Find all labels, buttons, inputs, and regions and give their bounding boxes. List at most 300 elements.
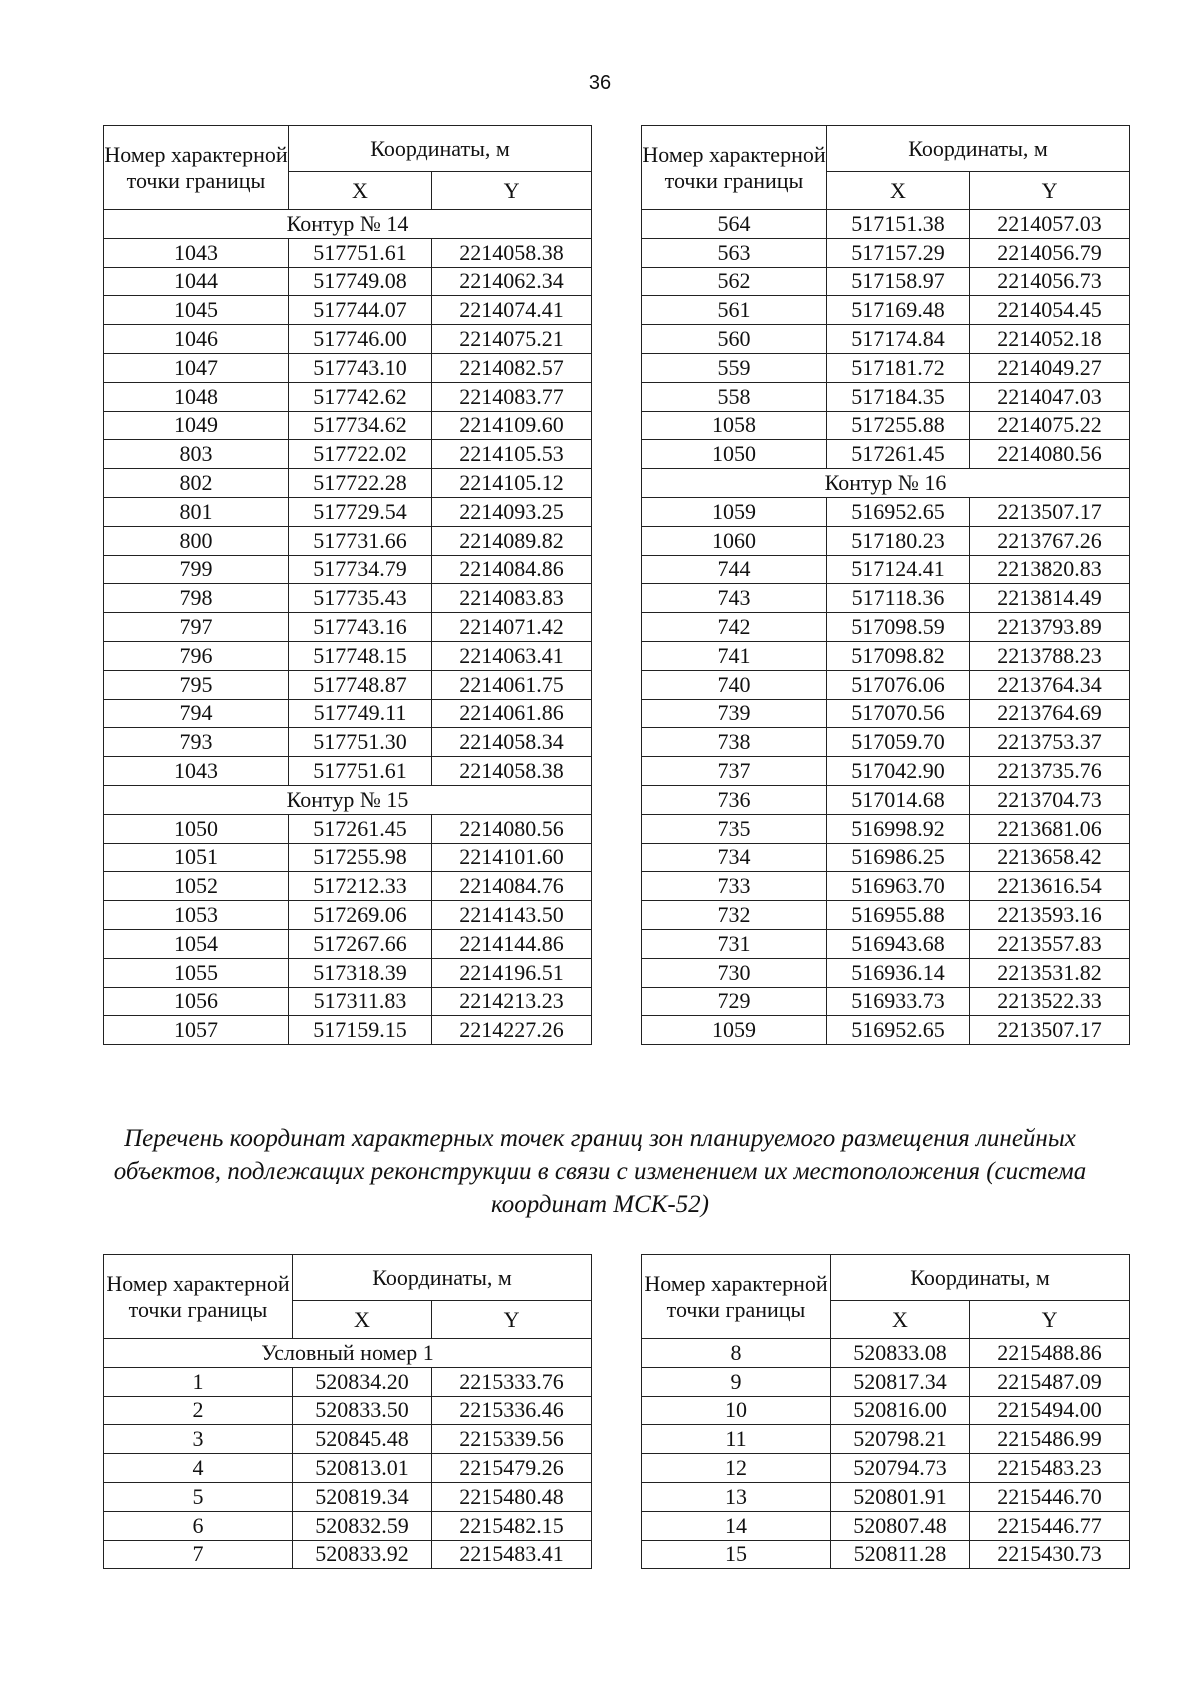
y-coordinate: 2213788.23 xyxy=(970,641,1130,670)
point-number: 797 xyxy=(104,613,289,642)
table-row xyxy=(642,1425,1130,1454)
y-coordinate: 2214049.27 xyxy=(970,353,1130,382)
table-row xyxy=(642,1367,1130,1396)
table-row xyxy=(104,1454,592,1483)
point-number: 15 xyxy=(642,1540,831,1569)
table-row xyxy=(104,497,592,526)
table-row xyxy=(642,757,1130,786)
table-row xyxy=(642,1511,1130,1540)
y-coordinate: 2214143.50 xyxy=(432,901,592,930)
x-coordinate: 520811.28 xyxy=(831,1540,970,1569)
point-number: 733 xyxy=(642,872,827,901)
x-coordinate: 517722.02 xyxy=(289,440,432,469)
x-coordinate: 520832.59 xyxy=(293,1511,432,1540)
section-heading: Перечень координат характерных точек границ зон планируемого размещения линейных объектов, подлежащих реконструкции в связи с изменением их местоположения (система координат МСК-52) xyxy=(113,1125,1087,1218)
y-coordinate: 2213767.26 xyxy=(970,526,1130,555)
point-number: 1047 xyxy=(104,353,289,382)
header-coordinates: Координаты, м xyxy=(289,126,592,172)
y-coordinate: 2215488.86 xyxy=(970,1339,1130,1368)
point-number: 563 xyxy=(642,238,827,267)
header-point-number: Номер характерной точки границы xyxy=(104,126,289,210)
point-number: 1051 xyxy=(104,843,289,872)
table-row xyxy=(642,1339,1130,1368)
y-coordinate: 2214101.60 xyxy=(432,843,592,872)
point-number: 1052 xyxy=(104,872,289,901)
x-coordinate: 520833.08 xyxy=(831,1339,970,1368)
y-coordinate: 2214105.53 xyxy=(432,440,592,469)
point-number: 558 xyxy=(642,382,827,411)
y-coordinate: 2215446.70 xyxy=(970,1482,1130,1511)
x-coordinate: 517731.66 xyxy=(289,526,432,555)
x-coordinate: 517098.82 xyxy=(827,641,970,670)
y-coordinate: 2214082.57 xyxy=(432,353,592,382)
y-coordinate: 2213820.83 xyxy=(970,555,1130,584)
y-coordinate: 2213593.16 xyxy=(970,901,1130,930)
x-coordinate: 517174.84 xyxy=(827,325,970,354)
table-row xyxy=(642,987,1130,1016)
x-coordinate: 517743.10 xyxy=(289,353,432,382)
y-coordinate: 2214083.83 xyxy=(432,584,592,613)
table-row xyxy=(104,958,592,987)
point-number: 561 xyxy=(642,296,827,325)
table-row xyxy=(104,987,592,1016)
point-number: 1055 xyxy=(104,958,289,987)
x-coordinate: 517070.56 xyxy=(827,699,970,728)
table-row xyxy=(104,1482,592,1511)
point-number: 735 xyxy=(642,814,827,843)
point-number: 731 xyxy=(642,929,827,958)
table-row xyxy=(104,1511,592,1540)
x-coordinate: 517734.62 xyxy=(289,411,432,440)
x-coordinate: 517181.72 xyxy=(827,353,970,382)
point-number: 794 xyxy=(104,699,289,728)
y-coordinate: 2213507.17 xyxy=(970,497,1130,526)
y-coordinate: 2215482.15 xyxy=(432,1511,592,1540)
x-coordinate: 516955.88 xyxy=(827,901,970,930)
table-row xyxy=(104,1367,592,1396)
y-coordinate: 2213753.37 xyxy=(970,728,1130,757)
y-coordinate: 2214084.76 xyxy=(432,872,592,901)
table-row xyxy=(642,267,1130,296)
table-row xyxy=(104,267,592,296)
table-row xyxy=(642,1454,1130,1483)
x-coordinate: 517059.70 xyxy=(827,728,970,757)
point-number: 12 xyxy=(642,1454,831,1483)
point-number: 732 xyxy=(642,901,827,930)
table-row xyxy=(642,210,1130,239)
y-coordinate: 2214071.42 xyxy=(432,613,592,642)
table-row xyxy=(104,1425,592,1454)
table-row xyxy=(642,1016,1130,1045)
table-row xyxy=(642,296,1130,325)
point-number: 1048 xyxy=(104,382,289,411)
point-number: 738 xyxy=(642,728,827,757)
point-number: 742 xyxy=(642,613,827,642)
x-coordinate: 517098.59 xyxy=(827,613,970,642)
table-row xyxy=(642,641,1130,670)
table-row xyxy=(642,497,1130,526)
x-coordinate: 517748.87 xyxy=(289,670,432,699)
point-number: 1049 xyxy=(104,411,289,440)
y-coordinate: 2214196.51 xyxy=(432,958,592,987)
y-coordinate: 2213704.73 xyxy=(970,785,1130,814)
y-coordinate: 2214058.34 xyxy=(432,728,592,757)
x-coordinate: 517743.16 xyxy=(289,613,432,642)
point-number: 795 xyxy=(104,670,289,699)
table-row xyxy=(642,526,1130,555)
y-coordinate: 2213507.17 xyxy=(970,1016,1130,1045)
x-coordinate: 517212.33 xyxy=(289,872,432,901)
point-number: 802 xyxy=(104,469,289,498)
x-coordinate: 517124.41 xyxy=(827,555,970,584)
coordinates-table-top-left xyxy=(103,125,592,1045)
x-coordinate: 517180.23 xyxy=(827,526,970,555)
section-row xyxy=(104,210,592,239)
point-number: 743 xyxy=(642,584,827,613)
header-point-number: Номер характерной точки границы xyxy=(104,1255,293,1339)
table-row xyxy=(642,555,1130,584)
table-row xyxy=(642,728,1130,757)
x-coordinate: 516933.73 xyxy=(827,987,970,1016)
table-row xyxy=(104,872,592,901)
point-number: 3 xyxy=(104,1425,293,1454)
point-number: 744 xyxy=(642,555,827,584)
point-number: 7 xyxy=(104,1540,293,1569)
table-row xyxy=(642,1396,1130,1425)
x-coordinate: 517076.06 xyxy=(827,670,970,699)
y-coordinate: 2214089.82 xyxy=(432,526,592,555)
y-coordinate: 2214227.26 xyxy=(432,1016,592,1045)
point-number: 1054 xyxy=(104,929,289,958)
table-row xyxy=(104,296,592,325)
table-row xyxy=(104,1016,592,1045)
x-coordinate: 520816.00 xyxy=(831,1396,970,1425)
y-coordinate: 2214074.41 xyxy=(432,296,592,325)
coordinates-table-bottom-left xyxy=(103,1254,592,1569)
table-row xyxy=(104,382,592,411)
table-row xyxy=(104,440,592,469)
header-x: X xyxy=(831,1301,970,1339)
table-row xyxy=(642,699,1130,728)
table-row xyxy=(104,325,592,354)
point-number: 736 xyxy=(642,785,827,814)
section-row xyxy=(104,1339,592,1368)
x-coordinate: 516963.70 xyxy=(827,872,970,901)
point-number: 796 xyxy=(104,641,289,670)
y-coordinate: 2214083.77 xyxy=(432,382,592,411)
point-number: 1046 xyxy=(104,325,289,354)
y-coordinate: 2214047.03 xyxy=(970,382,1130,411)
table-row xyxy=(104,699,592,728)
x-coordinate: 517255.98 xyxy=(289,843,432,872)
y-coordinate: 2215479.26 xyxy=(432,1454,592,1483)
table-row xyxy=(642,670,1130,699)
point-number: 1 xyxy=(104,1367,293,1396)
table-row xyxy=(642,411,1130,440)
x-coordinate: 517746.00 xyxy=(289,325,432,354)
point-number: 10 xyxy=(642,1396,831,1425)
point-number: 564 xyxy=(642,210,827,239)
point-number: 741 xyxy=(642,641,827,670)
x-coordinate: 517722.28 xyxy=(289,469,432,498)
x-coordinate: 517014.68 xyxy=(827,785,970,814)
table-row xyxy=(104,1540,592,1569)
point-number: 1058 xyxy=(642,411,827,440)
x-coordinate: 520813.01 xyxy=(293,1454,432,1483)
table-row xyxy=(104,641,592,670)
y-coordinate: 2214109.60 xyxy=(432,411,592,440)
x-coordinate: 517118.36 xyxy=(827,584,970,613)
x-coordinate: 520817.34 xyxy=(831,1367,970,1396)
x-coordinate: 517157.29 xyxy=(827,238,970,267)
y-coordinate: 2214056.79 xyxy=(970,238,1130,267)
point-number: 1056 xyxy=(104,987,289,1016)
x-coordinate: 520807.48 xyxy=(831,1511,970,1540)
point-number: 1059 xyxy=(642,497,827,526)
y-coordinate: 2213735.76 xyxy=(970,757,1130,786)
y-coordinate: 2214061.75 xyxy=(432,670,592,699)
table-row xyxy=(642,929,1130,958)
y-coordinate: 2213557.83 xyxy=(970,929,1130,958)
coordinates-table-bottom-right xyxy=(641,1254,1130,1569)
point-number: 562 xyxy=(642,267,827,296)
y-coordinate: 2215483.23 xyxy=(970,1454,1130,1483)
header-y: Y xyxy=(432,1301,592,1339)
table-row xyxy=(642,1540,1130,1569)
y-coordinate: 2215486.99 xyxy=(970,1425,1130,1454)
y-coordinate: 2214105.12 xyxy=(432,469,592,498)
x-coordinate: 517734.79 xyxy=(289,555,432,584)
x-coordinate: 520801.91 xyxy=(831,1482,970,1511)
y-coordinate: 2213522.33 xyxy=(970,987,1130,1016)
point-number: 2 xyxy=(104,1396,293,1425)
y-coordinate: 2215487.09 xyxy=(970,1367,1130,1396)
y-coordinate: 2213681.06 xyxy=(970,814,1130,843)
x-coordinate: 517267.66 xyxy=(289,929,432,958)
x-coordinate: 520834.20 xyxy=(293,1367,432,1396)
point-number: 729 xyxy=(642,987,827,1016)
y-coordinate: 2214061.86 xyxy=(432,699,592,728)
x-coordinate: 520833.92 xyxy=(293,1540,432,1569)
y-coordinate: 2214052.18 xyxy=(970,325,1130,354)
table-row xyxy=(104,843,592,872)
table-row xyxy=(104,814,592,843)
y-coordinate: 2213764.69 xyxy=(970,699,1130,728)
table-row xyxy=(642,440,1130,469)
point-number: 1043 xyxy=(104,238,289,267)
x-coordinate: 517261.45 xyxy=(289,814,432,843)
point-number: 1045 xyxy=(104,296,289,325)
coordinates-table-top-right xyxy=(641,125,1130,1045)
point-number: 8 xyxy=(642,1339,831,1368)
y-coordinate: 2215494.00 xyxy=(970,1396,1130,1425)
point-number: 1060 xyxy=(642,526,827,555)
table-row xyxy=(642,872,1130,901)
x-coordinate: 517318.39 xyxy=(289,958,432,987)
y-coordinate: 2213793.89 xyxy=(970,613,1130,642)
x-coordinate: 517751.30 xyxy=(289,728,432,757)
table-row xyxy=(642,843,1130,872)
point-number: 560 xyxy=(642,325,827,354)
y-coordinate: 2214057.03 xyxy=(970,210,1130,239)
y-coordinate: 2215336.46 xyxy=(432,1396,592,1425)
x-coordinate: 517749.08 xyxy=(289,267,432,296)
y-coordinate: 2214058.38 xyxy=(432,238,592,267)
y-coordinate: 2214063.41 xyxy=(432,641,592,670)
x-coordinate: 516952.65 xyxy=(827,497,970,526)
y-coordinate: 2213658.42 xyxy=(970,843,1130,872)
x-coordinate: 516998.92 xyxy=(827,814,970,843)
y-coordinate: 2214054.45 xyxy=(970,296,1130,325)
y-coordinate: 2215339.56 xyxy=(432,1425,592,1454)
point-number: 9 xyxy=(642,1367,831,1396)
section-row xyxy=(104,785,592,814)
header-coordinates: Координаты, м xyxy=(831,1255,1130,1301)
x-coordinate: 517735.43 xyxy=(289,584,432,613)
header-x: X xyxy=(293,1301,432,1339)
point-number: 1050 xyxy=(642,440,827,469)
x-coordinate: 517169.48 xyxy=(827,296,970,325)
header-y: Y xyxy=(432,172,592,210)
header-x: X xyxy=(827,172,970,210)
x-coordinate: 520798.21 xyxy=(831,1425,970,1454)
table-row xyxy=(104,584,592,613)
point-number: 1043 xyxy=(104,757,289,786)
table-row xyxy=(642,325,1130,354)
point-number: 1057 xyxy=(104,1016,289,1045)
point-number: 739 xyxy=(642,699,827,728)
table-row xyxy=(104,1396,592,1425)
x-coordinate: 517184.35 xyxy=(827,382,970,411)
table-row xyxy=(104,613,592,642)
table-row xyxy=(642,958,1130,987)
table-row xyxy=(642,1482,1130,1511)
section-title: Контур № 15 xyxy=(104,785,592,814)
table-row xyxy=(104,353,592,382)
page-number: 36 xyxy=(588,72,612,94)
header-y: Y xyxy=(970,172,1130,210)
x-coordinate: 517255.88 xyxy=(827,411,970,440)
y-coordinate: 2213814.49 xyxy=(970,584,1130,613)
y-coordinate: 2214080.56 xyxy=(432,814,592,843)
table-row xyxy=(642,785,1130,814)
header-point-number: Номер характерной точки границы xyxy=(642,126,827,210)
y-coordinate: 2214213.23 xyxy=(432,987,592,1016)
y-coordinate: 2215333.76 xyxy=(432,1367,592,1396)
point-number: 740 xyxy=(642,670,827,699)
point-number: 4 xyxy=(104,1454,293,1483)
y-coordinate: 2215483.41 xyxy=(432,1540,592,1569)
point-number: 6 xyxy=(104,1511,293,1540)
section-title: Контур № 16 xyxy=(642,469,1130,498)
point-number: 734 xyxy=(642,843,827,872)
table-row xyxy=(104,929,592,958)
x-coordinate: 517744.07 xyxy=(289,296,432,325)
point-number: 14 xyxy=(642,1511,831,1540)
table-row xyxy=(104,526,592,555)
y-coordinate: 2214075.22 xyxy=(970,411,1130,440)
x-coordinate: 520819.34 xyxy=(293,1482,432,1511)
table-row xyxy=(104,901,592,930)
point-number: 793 xyxy=(104,728,289,757)
y-coordinate: 2213616.54 xyxy=(970,872,1130,901)
y-coordinate: 2213531.82 xyxy=(970,958,1130,987)
x-coordinate: 516943.68 xyxy=(827,929,970,958)
x-coordinate: 516952.65 xyxy=(827,1016,970,1045)
y-coordinate: 2214080.56 xyxy=(970,440,1130,469)
point-number: 803 xyxy=(104,440,289,469)
table-row xyxy=(104,238,592,267)
table-row xyxy=(642,901,1130,930)
table-row xyxy=(104,757,592,786)
x-coordinate: 517151.38 xyxy=(827,210,970,239)
table-row xyxy=(104,411,592,440)
x-coordinate: 517751.61 xyxy=(289,238,432,267)
header-y: Y xyxy=(970,1301,1130,1339)
x-coordinate: 517729.54 xyxy=(289,497,432,526)
table-row xyxy=(642,613,1130,642)
header-coordinates: Координаты, м xyxy=(293,1255,592,1301)
point-number: 730 xyxy=(642,958,827,987)
y-coordinate: 2213764.34 xyxy=(970,670,1130,699)
header-x: X xyxy=(289,172,432,210)
x-coordinate: 517742.62 xyxy=(289,382,432,411)
x-coordinate: 517158.97 xyxy=(827,267,970,296)
x-coordinate: 516986.25 xyxy=(827,843,970,872)
header-coordinates: Координаты, м xyxy=(827,126,1130,172)
point-number: 798 xyxy=(104,584,289,613)
point-number: 1044 xyxy=(104,267,289,296)
y-coordinate: 2215430.73 xyxy=(970,1540,1130,1569)
y-coordinate: 2214056.73 xyxy=(970,267,1130,296)
table-row xyxy=(642,814,1130,843)
point-number: 5 xyxy=(104,1482,293,1511)
table-row xyxy=(642,238,1130,267)
x-coordinate: 517269.06 xyxy=(289,901,432,930)
y-coordinate: 2215480.48 xyxy=(432,1482,592,1511)
point-number: 799 xyxy=(104,555,289,584)
y-coordinate: 2215446.77 xyxy=(970,1511,1130,1540)
point-number: 737 xyxy=(642,757,827,786)
section-title: Контур № 14 xyxy=(104,210,592,239)
y-coordinate: 2214144.86 xyxy=(432,929,592,958)
table-row xyxy=(104,469,592,498)
section-title: Условный номер 1 xyxy=(104,1339,592,1368)
section-row xyxy=(642,469,1130,498)
y-coordinate: 2214093.25 xyxy=(432,497,592,526)
x-coordinate: 517159.15 xyxy=(289,1016,432,1045)
x-coordinate: 520833.50 xyxy=(293,1396,432,1425)
point-number: 13 xyxy=(642,1482,831,1511)
table-row xyxy=(642,584,1130,613)
point-number: 11 xyxy=(642,1425,831,1454)
table-row xyxy=(104,728,592,757)
x-coordinate: 520794.73 xyxy=(831,1454,970,1483)
header-point-number: Номер характерной точки границы xyxy=(642,1255,831,1339)
x-coordinate: 517749.11 xyxy=(289,699,432,728)
point-number: 1059 xyxy=(642,1016,827,1045)
y-coordinate: 2214062.34 xyxy=(432,267,592,296)
y-coordinate: 2214058.38 xyxy=(432,757,592,786)
x-coordinate: 516936.14 xyxy=(827,958,970,987)
point-number: 800 xyxy=(104,526,289,555)
point-number: 1053 xyxy=(104,901,289,930)
x-coordinate: 517751.61 xyxy=(289,757,432,786)
table-row xyxy=(104,670,592,699)
x-coordinate: 517748.15 xyxy=(289,641,432,670)
x-coordinate: 520845.48 xyxy=(293,1425,432,1454)
table-row xyxy=(642,353,1130,382)
